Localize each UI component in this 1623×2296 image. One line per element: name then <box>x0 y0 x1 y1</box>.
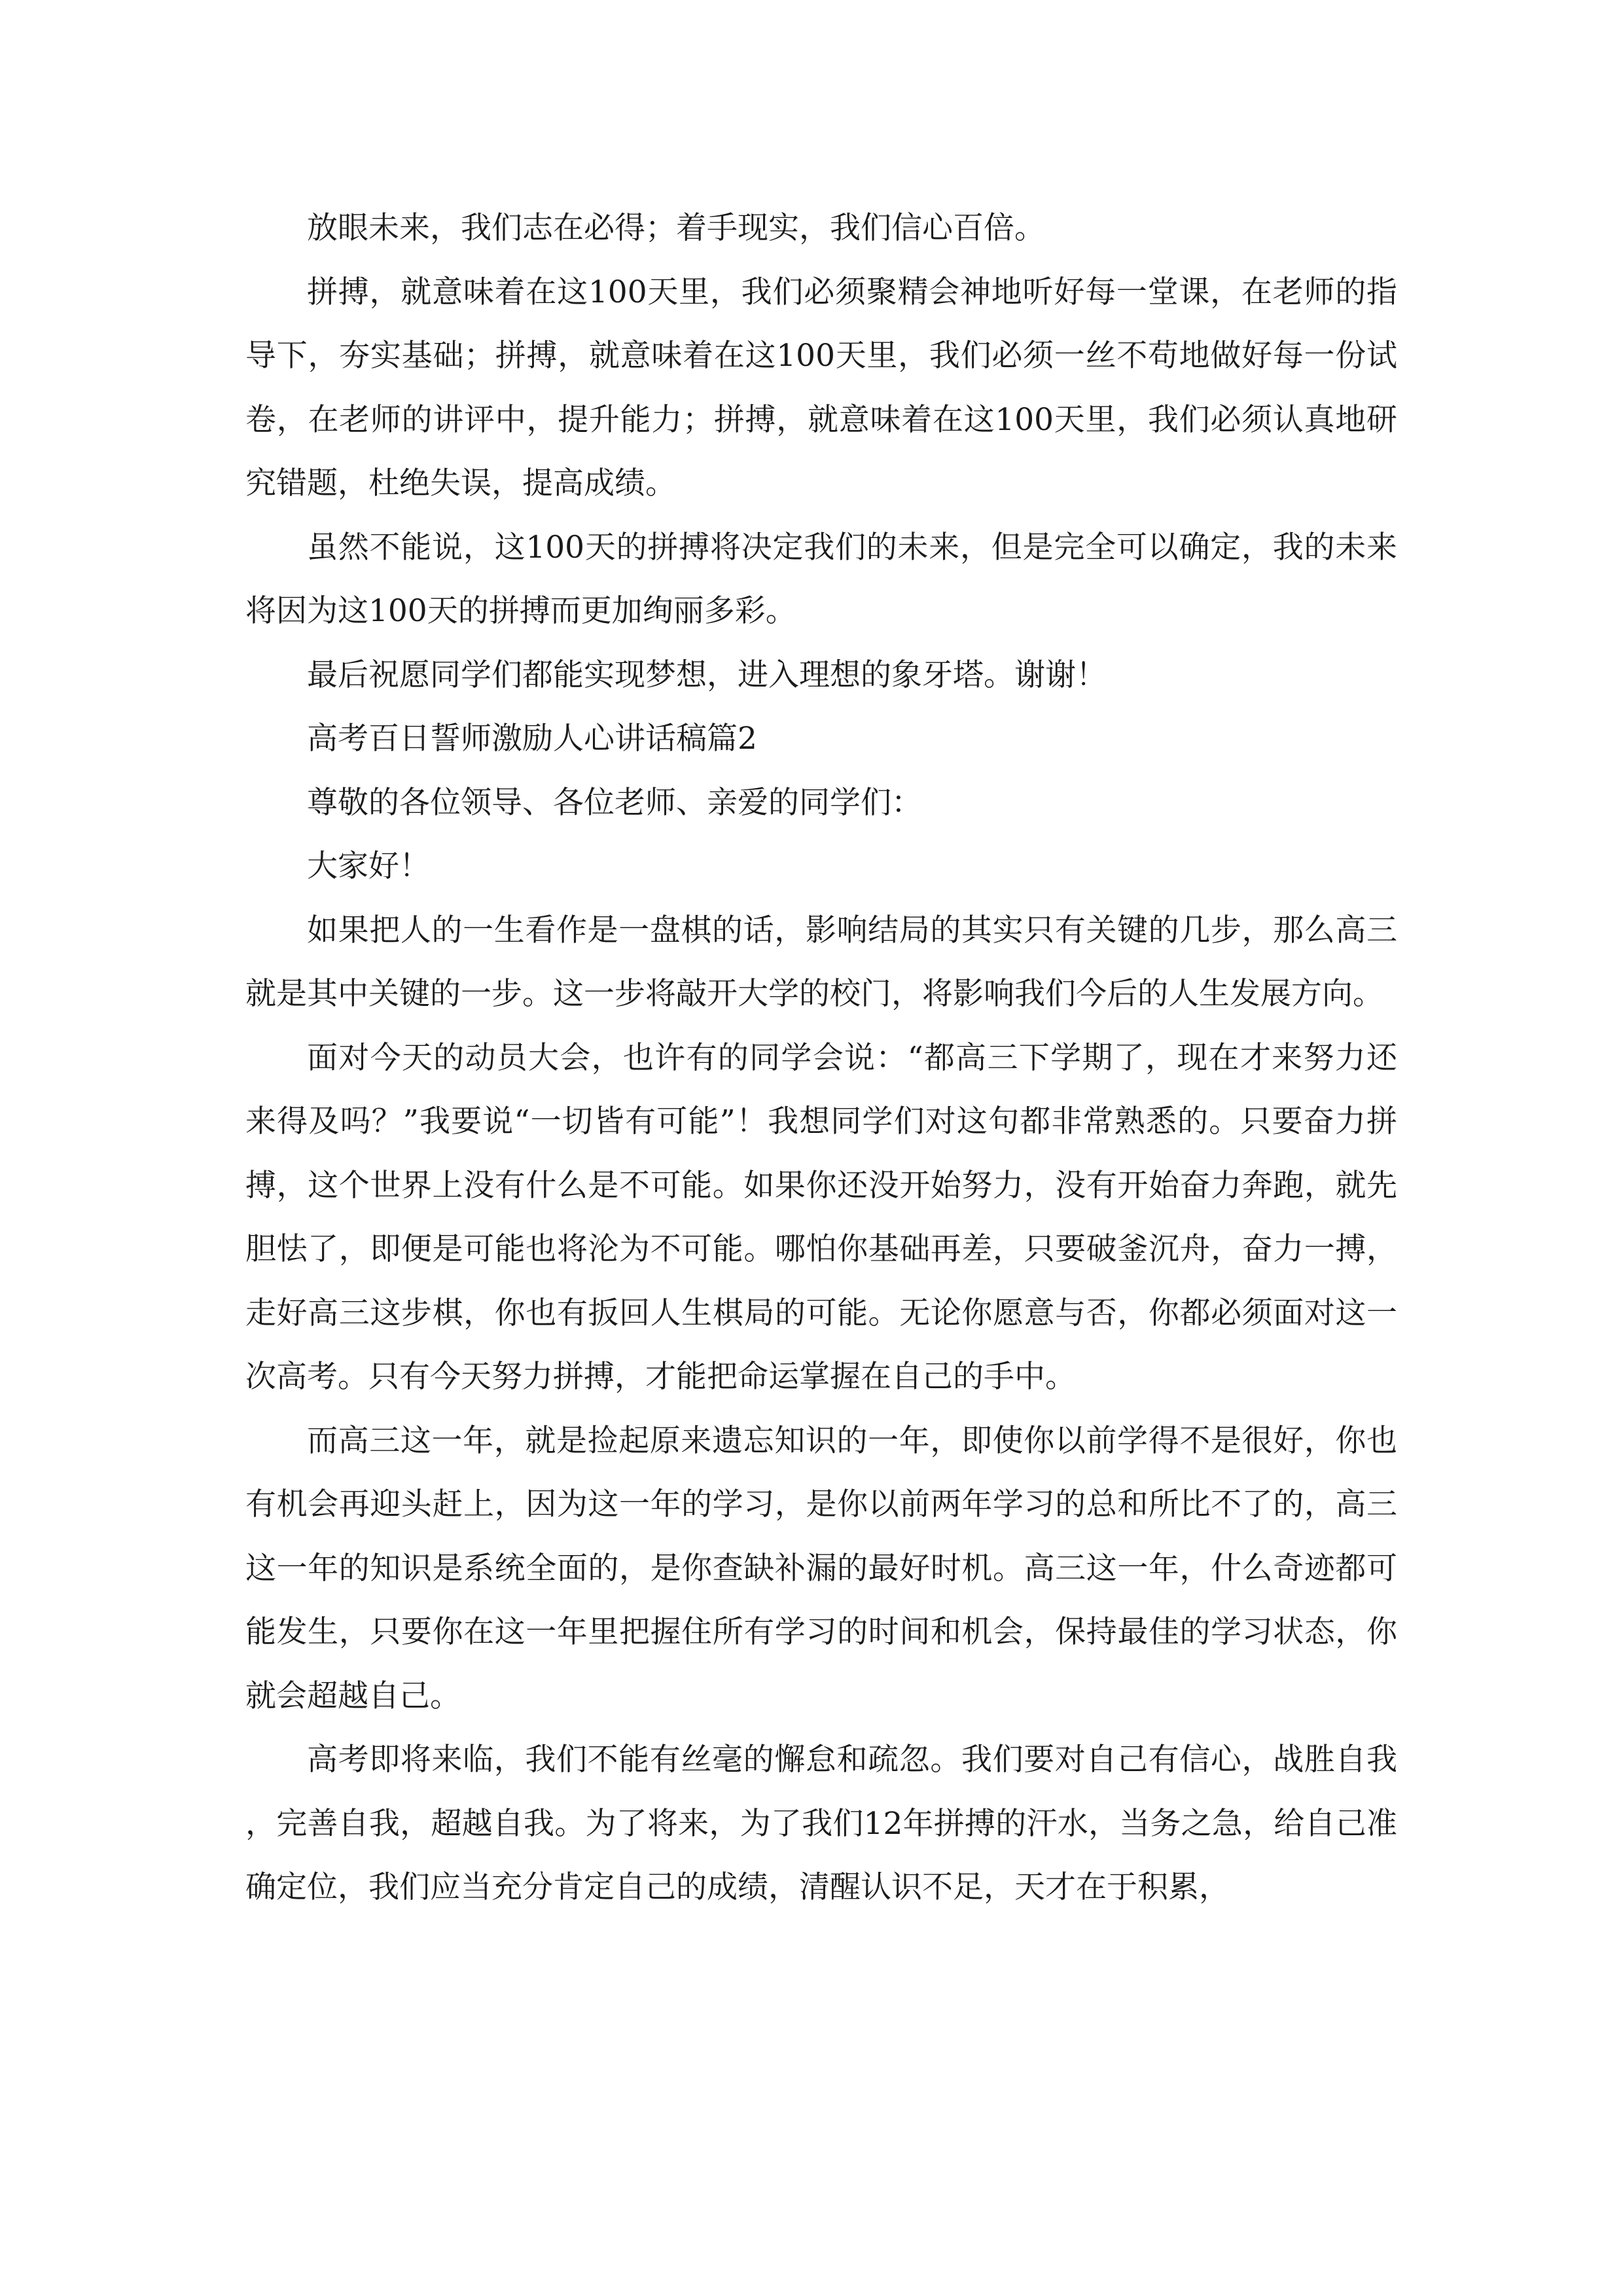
paragraph-10: 而高三这一年，就是捡起原来遗忘知识的一年，即使你以前学得不是很好，你也有机会再迎头赶上，因为这一年的学习，是你以前两年学习的总和所比不了的，高三这一年的知识是系统全面的，是你查缺补漏的最好时机。高三这一年，什么奇迹都可能发生，只要你在这一年里把握住所有学习的时间和机会，保持最佳的学习状态，你就会超越自己。 <box>245 1422 1397 1714</box>
greeting: 大家好！ <box>307 848 430 884</box>
document-body <box>245 196 1397 1920</box>
paragraph-4: 最后祝愿同学们都能实现梦想，进入理想的象牙塔。谢谢！ <box>307 656 1107 693</box>
paragraph-9: 面对今天的动员大会，也许有的同学会说：“都高三下学期了，现在才来努力还来得及吗？”我要说“一切皆有可能”！我想同学们对这句都非常熟悉的。只要奋力拼搏，这个世界上没有什么是不可能。如果你还没开始努力，没有开始奋力奔跑，就先胆怯了，即便是可能也将沦为不可能。哪怕你基础再差，只要破釜沉舟，奋力一搏，走好高三这步棋，你也有扳回人生棋局的可能。无论你愿意与否，你都必须面对这一次高考。只有今天努力拼搏，才能把命运掌握在自己的手中。 <box>245 1039 1397 1395</box>
paragraph-1: 放眼未来，我们志在必得；着手现实，我们信心百倍。 <box>307 210 1045 246</box>
paragraph-3: 虽然不能说，这100天的拼搏将决定我们的未来，但是完全可以确定，我的未来将因为这100天的拼搏而更加绚丽多彩。 <box>245 529 1397 629</box>
paragraph-8: 如果把人的一生看作是一盘棋的话，影响结局的其实只有关键的几步，那么高三就是其中关键的一步。这一步将敲开大学的校门，将影响我们今后的人生发展方向。 <box>245 912 1397 1012</box>
section-title: 高考百日誓师激励人心讲话稿篇2 <box>307 721 757 757</box>
salutation: 尊敬的各位领导、各位老师、亲爱的同学们： <box>307 784 922 821</box>
paragraph-11: 高考即将来临，我们不能有丝毫的懈怠和疏忽。我们要对自己有信心，战胜自我，完善自我，超越自我。为了将来，为了我们12年拼搏的汗水，当务之急，给自己准确定位，我们应当充分肯定自己的成绩，清醒认识不足，天才在于积累， <box>245 1742 1397 1905</box>
paragraph-2: 拼搏，就意味着在这100天里，我们必须聚精会神地听好每一堂课，在老师的指导下，夯实基础；拼搏，就意味着在这100天里，我们必须一丝不苟地做好每一份试卷，在老师的讲评中，提升能力；拼搏，就意味着在这100天里，我们必须认真地研究错题，杜绝失误，提高成绩。 <box>245 274 1397 501</box>
